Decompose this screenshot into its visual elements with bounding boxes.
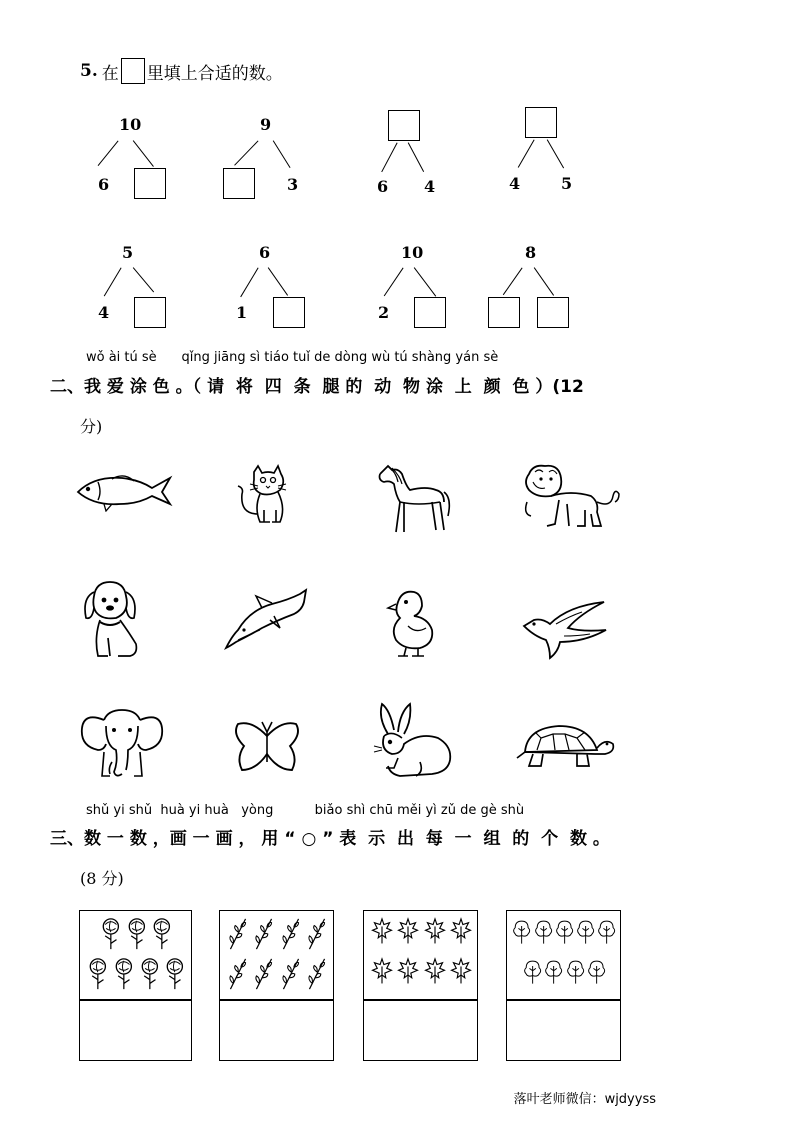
q5-title [80, 58, 283, 84]
leaf-branch-icon [252, 957, 276, 991]
q5-text-after: 里填上合适的数。 [146, 63, 283, 84]
bond-line [383, 267, 403, 296]
leaf-branch-group [220, 911, 335, 999]
tree-icon [587, 957, 606, 991]
swallow-icon[interactable] [520, 598, 610, 660]
inline-box-icon [121, 58, 145, 84]
answer-area[interactable] [80, 1001, 190, 1059]
tree-icon [512, 917, 531, 951]
maple-leaf-icon [449, 957, 473, 991]
bond-line [407, 142, 424, 172]
elephant-icon[interactable] [78, 706, 166, 780]
bond-left-number: 6 [98, 175, 110, 194]
count-cell-trees [506, 910, 621, 1061]
leaf-branch-icon [279, 917, 303, 951]
bond-line [517, 139, 534, 167]
section3-pinyin: shǔ yi shǔ huà yi huà yòng biǎo shì chū měi yì zǔ de gè shù [86, 803, 525, 818]
bond-line [381, 142, 398, 172]
flower-icon [150, 917, 174, 951]
section2-heading: 二、我 爱 涂 色 。（ 请 将 四 条 腿 的 动 物 涂 上 颜 色 ）(12 [50, 377, 584, 397]
maple-leaf-icon [396, 917, 420, 951]
answer-box[interactable] [134, 168, 166, 199]
bond-line [503, 267, 523, 295]
footer-note: 落叶老师微信：wjdyyss [513, 1092, 656, 1107]
chick-icon[interactable] [384, 588, 438, 658]
count-cell-maple [363, 910, 478, 1061]
tree-icon [555, 917, 574, 951]
bond-top-number: 10 [119, 115, 142, 134]
bond-line [272, 140, 290, 168]
answer-box[interactable] [525, 107, 557, 138]
tree-icon [576, 917, 595, 951]
bond-left-number: 4 [98, 303, 110, 322]
tree-icon [597, 917, 616, 951]
tree-icon [534, 917, 553, 951]
maple-leaf-icon [423, 957, 447, 991]
bond-line [533, 267, 554, 296]
leaf-branch-icon [252, 917, 276, 951]
bond-right-number: 3 [287, 175, 299, 194]
flower-icon [112, 957, 136, 991]
bond-line [132, 267, 154, 292]
maple-leaf-icon [370, 917, 394, 951]
bond-line [546, 139, 564, 168]
flower-icon [125, 917, 149, 951]
bond-line [132, 140, 153, 167]
maple-leaf-group [364, 911, 479, 999]
turtle-icon[interactable] [515, 722, 615, 772]
dolphin-icon[interactable] [222, 588, 312, 652]
q5-text-before: 在 [101, 63, 119, 84]
maple-leaf-icon [370, 957, 394, 991]
tree-icon [523, 957, 542, 991]
horse-icon[interactable] [374, 462, 452, 534]
answer-area[interactable] [220, 1001, 332, 1059]
flower-icon [99, 917, 123, 951]
bond-line [267, 267, 288, 296]
bond-top-number: 9 [260, 115, 272, 134]
count-cell-leaves [219, 910, 334, 1061]
answer-box[interactable] [414, 297, 446, 328]
butterfly-icon[interactable] [232, 718, 302, 776]
section3-score: (8 分) [80, 869, 124, 888]
answer-box[interactable] [537, 297, 569, 328]
count-cell-flowers [79, 910, 192, 1061]
leaf-branch-icon [305, 917, 329, 951]
leaf-branch-icon [279, 957, 303, 991]
fish-icon[interactable] [74, 470, 174, 512]
tree-group [507, 911, 622, 999]
section3-heading: 三、数 一 数 ，画 一 画 ， 用 “ ○ ” 表 示 出 每 一 组 的 个 数 。 [50, 829, 610, 849]
answer-box[interactable] [488, 297, 520, 328]
flower-icon [163, 957, 187, 991]
bond-left-number: 6 [377, 177, 389, 196]
q5-number: 5. [80, 61, 98, 81]
answer-box[interactable] [223, 168, 255, 199]
flower-icon [86, 957, 110, 991]
maple-leaf-icon [423, 917, 447, 951]
bond-top-number: 5 [122, 243, 134, 262]
section2-pinyin: wǒ ài tú sè qǐng jiāng sì tiáo tuǐ de dòng wù tú shàng yán sè [86, 350, 499, 365]
bond-line [103, 267, 121, 296]
leaf-branch-icon [305, 957, 329, 991]
tree-icon [544, 957, 563, 991]
bond-top-number: 6 [259, 243, 271, 262]
bond-line [240, 267, 259, 297]
bond-left-number: 2 [378, 303, 390, 322]
answer-box[interactable] [388, 110, 420, 141]
answer-area[interactable] [507, 1001, 619, 1059]
dog-icon[interactable] [80, 578, 140, 660]
tree-icon [566, 957, 585, 991]
bond-left-number: 1 [236, 303, 248, 322]
bond-top-number: 10 [401, 243, 424, 262]
answer-box[interactable] [273, 297, 305, 328]
bond-left-number: 4 [509, 174, 521, 193]
rabbit-icon[interactable] [370, 700, 456, 780]
maple-leaf-icon [396, 957, 420, 991]
section2-heading-cont: 分) [80, 417, 103, 436]
bond-top-number: 8 [525, 243, 537, 262]
bond-right-number: 4 [424, 177, 436, 196]
answer-area[interactable] [364, 1001, 476, 1059]
lion-icon[interactable] [515, 462, 621, 528]
maple-leaf-icon [449, 917, 473, 951]
flower-group [80, 911, 193, 999]
bond-right-number: 5 [561, 174, 573, 193]
flower-icon [138, 957, 162, 991]
leaf-branch-icon [226, 957, 250, 991]
leaf-branch-icon [226, 917, 250, 951]
bond-line [234, 140, 259, 165]
bond-line [97, 140, 118, 166]
answer-box[interactable] [134, 297, 166, 328]
cat-icon[interactable] [234, 464, 296, 528]
bond-line [413, 267, 436, 297]
